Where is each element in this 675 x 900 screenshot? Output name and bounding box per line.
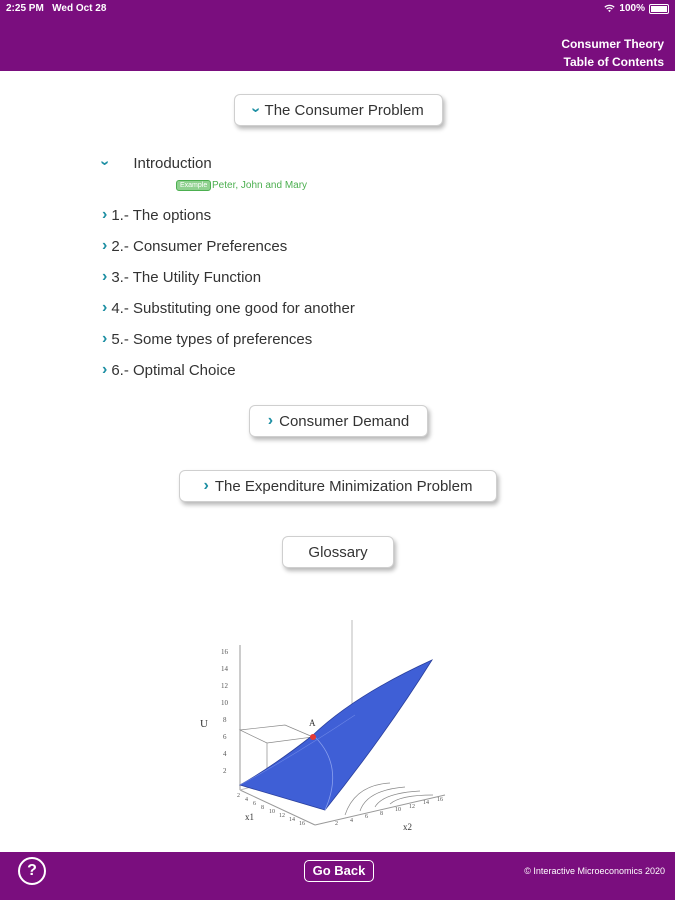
- top-bar: [0, 0, 675, 71]
- utility-surface-figure: [195, 615, 465, 835]
- x2-axis-ticks: [335, 797, 443, 827]
- toc-item-substituting[interactable]: [102, 299, 355, 317]
- glossary-button[interactable]: [282, 536, 394, 568]
- u-tick: 12: [221, 682, 228, 690]
- consumer-problem-label: The Consumer Problem: [264, 101, 424, 119]
- toc-item-label: 3.- The Utility Function: [111, 268, 262, 286]
- go-back-button[interactable]: Go Back: [304, 860, 374, 882]
- u-tick: 16: [221, 648, 228, 656]
- battery-icon: [649, 4, 669, 14]
- chevron-right-icon: ›: [102, 237, 108, 254]
- x1-tick: 4: [245, 797, 248, 803]
- toc-item-options[interactable]: [102, 206, 211, 224]
- x2-tick: 4: [350, 818, 353, 824]
- status-clock: 2:25 PM: [6, 3, 44, 14]
- help-button[interactable]: ?: [18, 857, 46, 885]
- u-tick: 4: [223, 750, 227, 758]
- status-indicators: [604, 3, 669, 14]
- page-title: [561, 35, 664, 71]
- title-line-2: Table of Contents: [563, 55, 664, 69]
- consumer-demand-label: Consumer Demand: [279, 412, 410, 430]
- toc-item-preferences[interactable]: [102, 237, 287, 255]
- chevron-down-icon: ›: [96, 160, 114, 166]
- x2-tick: 2: [335, 821, 338, 827]
- expenditure-label: The Expenditure Minimization Problem: [214, 477, 473, 495]
- floor-contours: [345, 783, 433, 815]
- chevron-right-icon: ›: [102, 206, 108, 223]
- consumer-demand-button[interactable]: [249, 405, 428, 437]
- x2-axis-label: x2: [403, 822, 412, 832]
- u-tick: 6: [223, 733, 227, 741]
- example-badge[interactable]: Example: [176, 180, 211, 191]
- u-axis-ticks: [221, 648, 229, 775]
- u-tick: 10: [221, 699, 228, 707]
- x2-tick: 8: [380, 811, 383, 817]
- toc-item-label: 2.- Consumer Preferences: [111, 237, 288, 255]
- x1-tick: 10: [269, 809, 275, 815]
- toc-item-label: Introduction: [133, 154, 212, 172]
- x1-tick: 2: [237, 793, 240, 799]
- chevron-right-icon: ›: [102, 299, 108, 316]
- example-link[interactable]: Peter, John and Mary: [212, 180, 308, 191]
- x1-tick: 6: [253, 801, 256, 807]
- x2-tick: 12: [409, 804, 415, 810]
- toc-item-utility-function[interactable]: [102, 268, 261, 286]
- x1-axis-label: x1: [245, 812, 254, 822]
- glossary-label: Glossary: [308, 543, 368, 561]
- consumer-problem-button[interactable]: [234, 94, 443, 126]
- status-date: Wed Oct 28: [52, 3, 107, 14]
- x1-tick: 12: [279, 813, 285, 819]
- battery-percent: 100%: [619, 3, 645, 14]
- chevron-right-icon: ›: [267, 412, 274, 429]
- toc-item-introduction[interactable]: [96, 154, 212, 172]
- x1-tick: 8: [261, 805, 264, 811]
- chevron-right-icon: ›: [203, 477, 209, 494]
- x1-tick: 14: [289, 817, 295, 823]
- u-tick: 8: [223, 716, 227, 724]
- toc-item-label: 1.- The options: [111, 206, 212, 224]
- x2-tick: 16: [437, 797, 443, 803]
- x1-tick: 16: [299, 821, 305, 827]
- x2-tick: 14: [423, 800, 429, 806]
- chevron-right-icon: ›: [102, 361, 108, 378]
- wifi-icon: [604, 4, 615, 13]
- point-a-marker: [310, 734, 316, 740]
- chevron-right-icon: ›: [102, 330, 108, 347]
- chevron-right-icon: ›: [102, 268, 108, 285]
- x2-tick: 10: [395, 807, 401, 813]
- chevron-down-icon: ›: [247, 107, 265, 113]
- toc-item-label: 4.- Substituting one good for another: [111, 299, 355, 317]
- u-tick: 14: [221, 665, 228, 673]
- title-line-1: Consumer Theory: [561, 37, 664, 51]
- copyright-text: © Interactive Microeconomics 2020: [524, 866, 665, 876]
- toc-item-optimal-choice[interactable]: [102, 361, 236, 379]
- status-time: [6, 3, 106, 14]
- x2-tick: 6: [365, 814, 368, 820]
- expenditure-minimization-button[interactable]: [179, 470, 497, 502]
- toc-item-label: 5.- Some types of preferences: [111, 330, 313, 348]
- toc-item-types-of-preferences[interactable]: [102, 330, 312, 348]
- point-a-label: A: [309, 718, 316, 728]
- toc-item-label: 6.- Optimal Choice: [111, 361, 236, 379]
- u-tick: 2: [223, 767, 227, 775]
- u-axis-label: U: [200, 718, 208, 730]
